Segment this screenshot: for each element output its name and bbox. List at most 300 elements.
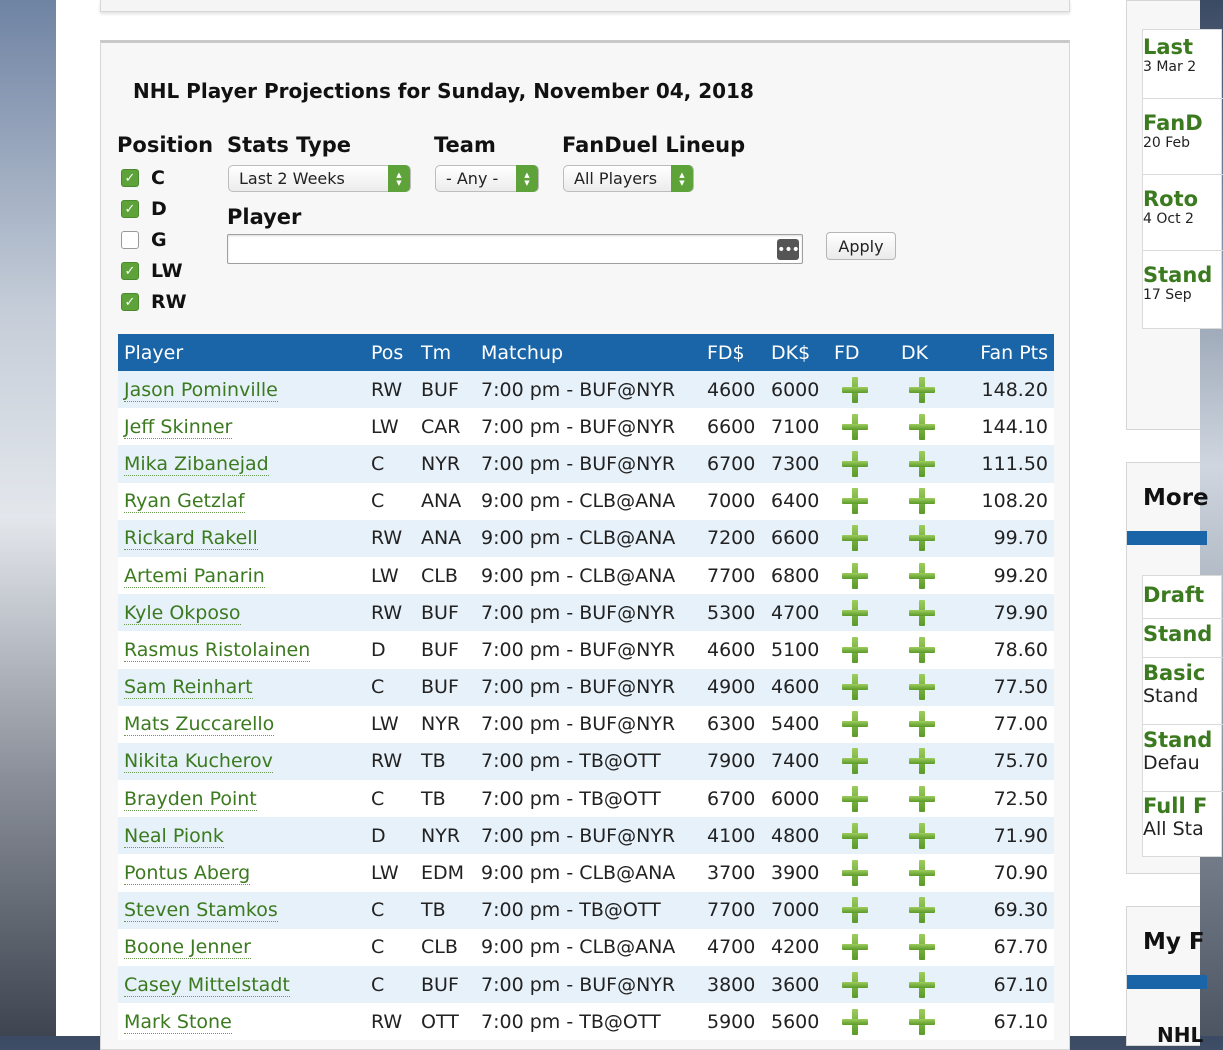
player-team: BUF xyxy=(415,669,475,706)
stats-type-label: Stats Type xyxy=(227,133,351,157)
sidebar-more-panel xyxy=(1126,462,1213,874)
fd-salary: 7000 xyxy=(701,483,765,520)
table-row xyxy=(118,817,1054,854)
player-pos: D xyxy=(365,631,415,668)
fd-add-cell xyxy=(828,929,895,966)
fan-pts: 99.70 xyxy=(955,520,1054,557)
player-matchup: 9:00 pm - CLB@ANA xyxy=(475,483,701,520)
position-c-label: C xyxy=(151,167,165,189)
player-pos: C xyxy=(365,669,415,706)
player-link[interactable]: Artemi Panarin xyxy=(124,564,265,587)
player-pos: C xyxy=(365,892,415,929)
fan-pts: 111.50 xyxy=(955,445,1054,482)
dk-add-cell xyxy=(895,743,955,780)
col-fan-pts[interactable]: Fan Pts xyxy=(955,334,1054,371)
table-row xyxy=(118,892,1054,929)
table-header-row xyxy=(118,334,1054,371)
dk-add-cell xyxy=(895,929,955,966)
player-link[interactable]: Jason Pominville xyxy=(124,378,278,401)
player-name xyxy=(118,371,365,408)
fd-salary: 4900 xyxy=(701,669,765,706)
news-item[interactable] xyxy=(1143,111,1223,175)
table-row xyxy=(118,1003,1054,1040)
lineup-value: All Players xyxy=(574,169,658,188)
position-c[interactable] xyxy=(121,167,165,189)
player-team: BUF xyxy=(415,371,475,408)
dk-add-cell xyxy=(895,817,955,854)
player-link[interactable]: Brayden Point xyxy=(124,787,257,810)
player-pos: C xyxy=(365,929,415,966)
more-item-title[interactable]: Stand xyxy=(1143,622,1213,646)
player-matchup: 7:00 pm - BUF@NYR xyxy=(475,445,701,482)
plus-icon[interactable] xyxy=(909,786,935,812)
sidebar-my-panel xyxy=(1126,906,1205,1047)
dk-add-cell xyxy=(895,483,955,520)
player-label: Player xyxy=(227,205,302,229)
fd-add-cell xyxy=(828,445,895,482)
plus-icon[interactable] xyxy=(842,786,868,812)
table-row xyxy=(118,929,1054,966)
position-rw-label: RW xyxy=(151,291,187,313)
player-matchup: 7:00 pm - TB@OTT xyxy=(475,743,701,780)
player-pos: C xyxy=(365,780,415,817)
dk-salary: 7000 xyxy=(765,892,828,929)
dk-add-cell xyxy=(895,520,955,557)
col-fd-salary[interactable]: FD$ xyxy=(701,334,765,371)
plus-icon[interactable] xyxy=(842,488,868,514)
player-pos: LW xyxy=(365,557,415,594)
col-team[interactable]: Tm xyxy=(415,334,475,371)
fan-pts: 144.10 xyxy=(955,408,1054,445)
player-matchup: 7:00 pm - BUF@NYR xyxy=(475,966,701,1003)
table-row xyxy=(118,854,1054,891)
fd-salary: 3800 xyxy=(701,966,765,1003)
player-team: ANA xyxy=(415,483,475,520)
fan-pts: 69.30 xyxy=(955,892,1054,929)
player-name xyxy=(118,520,365,557)
fd-salary: 6700 xyxy=(701,445,765,482)
player-team: CLB xyxy=(415,929,475,966)
fan-pts: 77.00 xyxy=(955,706,1054,743)
position-lw[interactable] xyxy=(121,260,183,282)
fd-salary: 6300 xyxy=(701,706,765,743)
fd-salary: 7700 xyxy=(701,557,765,594)
player-name xyxy=(118,669,365,706)
fd-add-cell xyxy=(828,743,895,780)
player-pos: C xyxy=(365,445,415,482)
player-pos: LW xyxy=(365,854,415,891)
player-team: CAR xyxy=(415,408,475,445)
plus-icon[interactable] xyxy=(909,637,935,663)
table-row xyxy=(118,966,1054,1003)
plus-icon[interactable] xyxy=(909,377,935,403)
plus-icon[interactable] xyxy=(909,525,935,551)
team-value: - Any - xyxy=(446,169,499,188)
player-team: TB xyxy=(415,780,475,817)
fd-add-cell xyxy=(828,408,895,445)
dk-salary: 4200 xyxy=(765,929,828,966)
player-name xyxy=(118,929,365,966)
player-team: BUF xyxy=(415,631,475,668)
position-d[interactable] xyxy=(121,198,167,220)
dk-add-cell xyxy=(895,669,955,706)
plus-icon[interactable] xyxy=(842,934,868,960)
more-item-title[interactable]: Full F xyxy=(1143,794,1208,818)
plus-icon[interactable] xyxy=(909,674,935,700)
fd-add-cell xyxy=(828,557,895,594)
select-arrows-icon: ▲ ▼ xyxy=(516,165,538,192)
lineup-label: FanDuel Lineup xyxy=(562,133,746,157)
dk-salary: 6600 xyxy=(765,520,828,557)
my-heading: My F xyxy=(1143,929,1205,955)
team-select[interactable] xyxy=(435,165,539,192)
more-item[interactable] xyxy=(1143,661,1223,725)
news-item-title[interactable]: Last xyxy=(1143,35,1194,59)
plus-icon[interactable] xyxy=(909,711,935,737)
table-row xyxy=(118,594,1054,631)
player-link[interactable]: Mark Stone xyxy=(124,1010,232,1033)
table-row xyxy=(118,445,1054,482)
plus-icon[interactable] xyxy=(842,451,868,477)
player-link[interactable]: Nikita Kucherov xyxy=(124,750,273,773)
player-name xyxy=(118,854,365,891)
player-pos: RW xyxy=(365,1003,415,1040)
player-team: OTT xyxy=(415,1003,475,1040)
select-arrows-icon: ▲ ▼ xyxy=(671,165,693,192)
dk-salary: 3900 xyxy=(765,854,828,891)
player-link[interactable]: Rickard Rakell xyxy=(124,527,258,550)
player-matchup: 7:00 pm - BUF@NYR xyxy=(475,817,701,854)
table-row xyxy=(118,743,1054,780)
table-row xyxy=(118,483,1054,520)
dk-salary: 6400 xyxy=(765,483,828,520)
fd-add-cell xyxy=(828,483,895,520)
dk-salary: 7400 xyxy=(765,743,828,780)
fd-add-cell xyxy=(828,594,895,631)
plus-icon[interactable] xyxy=(909,451,935,477)
player-pos: LW xyxy=(365,706,415,743)
more-item[interactable] xyxy=(1143,728,1223,792)
plus-icon[interactable] xyxy=(842,637,868,663)
fd-add-cell xyxy=(828,669,895,706)
plus-icon[interactable] xyxy=(842,414,868,440)
more-item-title[interactable]: Basic xyxy=(1143,661,1206,685)
plus-icon[interactable] xyxy=(909,1009,935,1035)
fd-salary: 7900 xyxy=(701,743,765,780)
dk-salary: 3600 xyxy=(765,966,828,1003)
player-team: BUF xyxy=(415,594,475,631)
player-link[interactable]: Steven Stamkos xyxy=(124,899,278,922)
fd-salary: 5300 xyxy=(701,594,765,631)
checkbox-c[interactable]: ✓ xyxy=(121,169,139,187)
dk-salary: 7100 xyxy=(765,408,828,445)
fd-salary: 7200 xyxy=(701,520,765,557)
news-item-date: 4 Oct 2 xyxy=(1143,211,1194,227)
player-pos: RW xyxy=(365,743,415,780)
plus-icon[interactable] xyxy=(909,972,935,998)
table-row xyxy=(118,631,1054,668)
news-item-date: 20 Feb xyxy=(1143,135,1191,151)
player-name xyxy=(118,817,365,854)
col-fd-add[interactable]: FD xyxy=(828,334,895,371)
player-link[interactable]: Pontus Aberg xyxy=(124,862,251,885)
fan-pts: 78.60 xyxy=(955,631,1054,668)
player-link[interactable]: Mika Zibanejad xyxy=(124,452,269,475)
table-row xyxy=(118,408,1054,445)
player-matchup: 7:00 pm - BUF@NYR xyxy=(475,594,701,631)
plus-icon[interactable] xyxy=(842,823,868,849)
plus-icon[interactable] xyxy=(842,748,868,774)
player-team: NYR xyxy=(415,817,475,854)
table-row xyxy=(118,520,1054,557)
player-name xyxy=(118,1003,365,1040)
position-rw[interactable] xyxy=(121,291,187,313)
position-label: Position xyxy=(117,133,214,157)
player-name xyxy=(118,483,365,520)
table-row xyxy=(118,780,1054,817)
player-link[interactable]: Kyle Okposo xyxy=(124,601,241,624)
plus-icon[interactable] xyxy=(842,711,868,737)
player-name xyxy=(118,706,365,743)
checkbox-lw[interactable]: ✓ xyxy=(121,262,139,280)
player-link[interactable]: Ryan Getzlaf xyxy=(124,490,245,513)
fan-pts: 77.50 xyxy=(955,669,1054,706)
fd-add-cell xyxy=(828,371,895,408)
player-name xyxy=(118,631,365,668)
player-search-input[interactable] xyxy=(227,234,803,264)
fan-pts: 148.20 xyxy=(955,371,1054,408)
plus-icon[interactable] xyxy=(842,972,868,998)
plus-icon[interactable] xyxy=(909,823,935,849)
player-matchup: 7:00 pm - BUF@NYR xyxy=(475,408,701,445)
player-link[interactable]: Casey Mittelstadt xyxy=(124,973,290,996)
apply-button[interactable]: Apply xyxy=(826,232,896,260)
fan-pts: 67.10 xyxy=(955,966,1054,1003)
fan-pts: 67.10 xyxy=(955,1003,1054,1040)
player-link[interactable]: Jeff Skinner xyxy=(124,415,233,438)
team-label: Team xyxy=(434,133,496,157)
select-arrows-icon: ▲ ▼ xyxy=(388,165,410,192)
plus-icon[interactable] xyxy=(842,525,868,551)
player-pos: D xyxy=(365,817,415,854)
news-item-title[interactable]: Stand xyxy=(1143,263,1213,287)
fd-add-cell xyxy=(828,706,895,743)
player-matchup: 7:00 pm - TB@OTT xyxy=(475,780,701,817)
more-options-icon[interactable]: ••• xyxy=(777,239,799,260)
fan-pts: 75.70 xyxy=(955,743,1054,780)
plus-icon[interactable] xyxy=(909,414,935,440)
dk-salary: 6000 xyxy=(765,780,828,817)
fd-add-cell xyxy=(828,817,895,854)
fd-salary: 7700 xyxy=(701,892,765,929)
player-link[interactable]: Sam Reinhart xyxy=(124,676,253,699)
fd-add-cell xyxy=(828,520,895,557)
dk-salary: 5100 xyxy=(765,631,828,668)
fd-salary: 4600 xyxy=(701,371,765,408)
checkbox-d[interactable]: ✓ xyxy=(121,200,139,218)
dk-add-cell xyxy=(895,631,955,668)
player-team: BUF xyxy=(415,966,475,1003)
plus-icon[interactable] xyxy=(842,600,868,626)
plus-icon[interactable] xyxy=(909,748,935,774)
dk-add-cell xyxy=(895,594,955,631)
player-name xyxy=(118,966,365,1003)
player-link[interactable]: Rasmus Ristolainen xyxy=(124,638,311,661)
fd-add-cell xyxy=(828,966,895,1003)
player-link[interactable]: Boone Jenner xyxy=(124,936,251,959)
dk-add-cell xyxy=(895,408,955,445)
more-item-title[interactable]: Draft xyxy=(1143,583,1205,607)
plus-icon[interactable] xyxy=(842,1009,868,1035)
dk-salary: 5400 xyxy=(765,706,828,743)
position-g[interactable] xyxy=(121,229,167,251)
page xyxy=(56,0,1213,1047)
more-item[interactable] xyxy=(1143,622,1223,658)
player-matchup: 7:00 pm - BUF@NYR xyxy=(475,706,701,743)
player-matchup: 9:00 pm - CLB@ANA xyxy=(475,854,701,891)
my-heading-bar xyxy=(1127,975,1207,989)
fan-pts: 67.70 xyxy=(955,929,1054,966)
news-item-title[interactable]: Roto xyxy=(1143,187,1199,211)
table-row xyxy=(118,669,1054,706)
player-name xyxy=(118,557,365,594)
plus-icon[interactable] xyxy=(909,563,935,589)
table-row xyxy=(118,371,1054,408)
player-matchup: 9:00 pm - CLB@ANA xyxy=(475,557,701,594)
fd-add-cell xyxy=(828,892,895,929)
my-partial-label: NHL xyxy=(1157,1023,1204,1047)
news-item[interactable] xyxy=(1143,35,1223,99)
more-item-sub: Stand xyxy=(1143,685,1199,707)
player-team: EDM xyxy=(415,854,475,891)
player-team: ANA xyxy=(415,520,475,557)
plus-icon[interactable] xyxy=(909,897,935,923)
fd-salary: 6600 xyxy=(701,408,765,445)
player-team: TB xyxy=(415,743,475,780)
position-g-label: G xyxy=(151,229,167,251)
player-matchup: 7:00 pm - BUF@NYR xyxy=(475,669,701,706)
player-name xyxy=(118,780,365,817)
more-item-sub: All Sta xyxy=(1143,818,1204,840)
player-matchup: 7:00 pm - TB@OTT xyxy=(475,1003,701,1040)
news-item-date: 3 Mar 2 xyxy=(1143,59,1197,75)
player-pos: C xyxy=(365,966,415,1003)
more-item[interactable] xyxy=(1143,794,1223,854)
fd-add-cell xyxy=(828,854,895,891)
position-lw-label: LW xyxy=(151,260,183,282)
dk-salary: 7300 xyxy=(765,445,828,482)
dk-salary: 4800 xyxy=(765,817,828,854)
player-matchup: 9:00 pm - CLB@ANA xyxy=(475,520,701,557)
player-name xyxy=(118,408,365,445)
fd-salary: 4700 xyxy=(701,929,765,966)
fan-pts: 99.20 xyxy=(955,557,1054,594)
stats-type-value: Last 2 Weeks xyxy=(239,169,345,188)
dk-add-cell xyxy=(895,706,955,743)
background-left xyxy=(0,0,56,1036)
more-item-sub: Defau xyxy=(1143,752,1200,774)
plus-icon[interactable] xyxy=(909,488,935,514)
plus-icon[interactable] xyxy=(909,934,935,960)
player-name xyxy=(118,892,365,929)
player-link[interactable]: Neal Pionk xyxy=(124,824,224,847)
more-item[interactable] xyxy=(1143,583,1223,619)
player-team: NYR xyxy=(415,706,475,743)
table-row xyxy=(118,557,1054,594)
stats-type-select[interactable] xyxy=(228,165,411,192)
player-pos: RW xyxy=(365,520,415,557)
fan-pts: 79.90 xyxy=(955,594,1054,631)
top-panel-stub xyxy=(100,0,1070,12)
player-pos: C xyxy=(365,483,415,520)
fd-salary: 5900 xyxy=(701,1003,765,1040)
dk-salary: 5600 xyxy=(765,1003,828,1040)
plus-icon[interactable] xyxy=(842,674,868,700)
plus-icon[interactable] xyxy=(842,860,868,886)
news-item[interactable] xyxy=(1143,187,1223,251)
plus-icon[interactable] xyxy=(909,860,935,886)
projections-panel xyxy=(100,40,1070,1050)
fd-salary: 6700 xyxy=(701,780,765,817)
dk-add-cell xyxy=(895,966,955,1003)
col-matchup[interactable]: Matchup xyxy=(475,334,701,371)
dk-add-cell xyxy=(895,854,955,891)
dk-add-cell xyxy=(895,892,955,929)
fd-add-cell xyxy=(828,780,895,817)
more-item-title[interactable]: Stand xyxy=(1143,728,1213,752)
more-heading-bar xyxy=(1127,531,1207,545)
dk-add-cell xyxy=(895,780,955,817)
position-d-label: D xyxy=(151,198,167,220)
news-item-date: 17 Sep xyxy=(1143,287,1192,303)
player-name xyxy=(118,445,365,482)
player-matchup: 7:00 pm - BUF@NYR xyxy=(475,631,701,668)
player-link[interactable]: Mats Zuccarello xyxy=(124,713,275,736)
lineup-select[interactable] xyxy=(563,165,694,192)
player-pos: RW xyxy=(365,594,415,631)
player-matchup: 9:00 pm - CLB@ANA xyxy=(475,929,701,966)
dk-salary: 4700 xyxy=(765,594,828,631)
more-heading: More xyxy=(1143,485,1209,511)
plus-icon[interactable] xyxy=(842,377,868,403)
fd-add-cell xyxy=(828,1003,895,1040)
checkbox-g[interactable] xyxy=(121,231,139,249)
dk-add-cell xyxy=(895,557,955,594)
col-pos[interactable]: Pos xyxy=(365,334,415,371)
fan-pts: 70.90 xyxy=(955,854,1054,891)
player-pos: LW xyxy=(365,408,415,445)
col-dk-add[interactable]: DK xyxy=(895,334,955,371)
player-matchup: 7:00 pm - TB@OTT xyxy=(475,892,701,929)
dk-add-cell xyxy=(895,371,955,408)
fd-salary: 4100 xyxy=(701,817,765,854)
col-player[interactable]: Player xyxy=(118,334,365,371)
plus-icon[interactable] xyxy=(842,897,868,923)
checkbox-rw[interactable]: ✓ xyxy=(121,293,139,311)
player-team: NYR xyxy=(415,445,475,482)
plus-icon[interactable] xyxy=(842,563,868,589)
fan-pts: 71.90 xyxy=(955,817,1054,854)
player-name xyxy=(118,594,365,631)
dk-salary: 6000 xyxy=(765,371,828,408)
news-item-title[interactable]: FanD xyxy=(1143,111,1203,135)
player-team: TB xyxy=(415,892,475,929)
dk-salary: 4600 xyxy=(765,669,828,706)
plus-icon[interactable] xyxy=(909,600,935,626)
news-item[interactable] xyxy=(1143,263,1223,327)
dk-add-cell xyxy=(895,1003,955,1040)
col-dk-salary[interactable]: DK$ xyxy=(765,334,828,371)
